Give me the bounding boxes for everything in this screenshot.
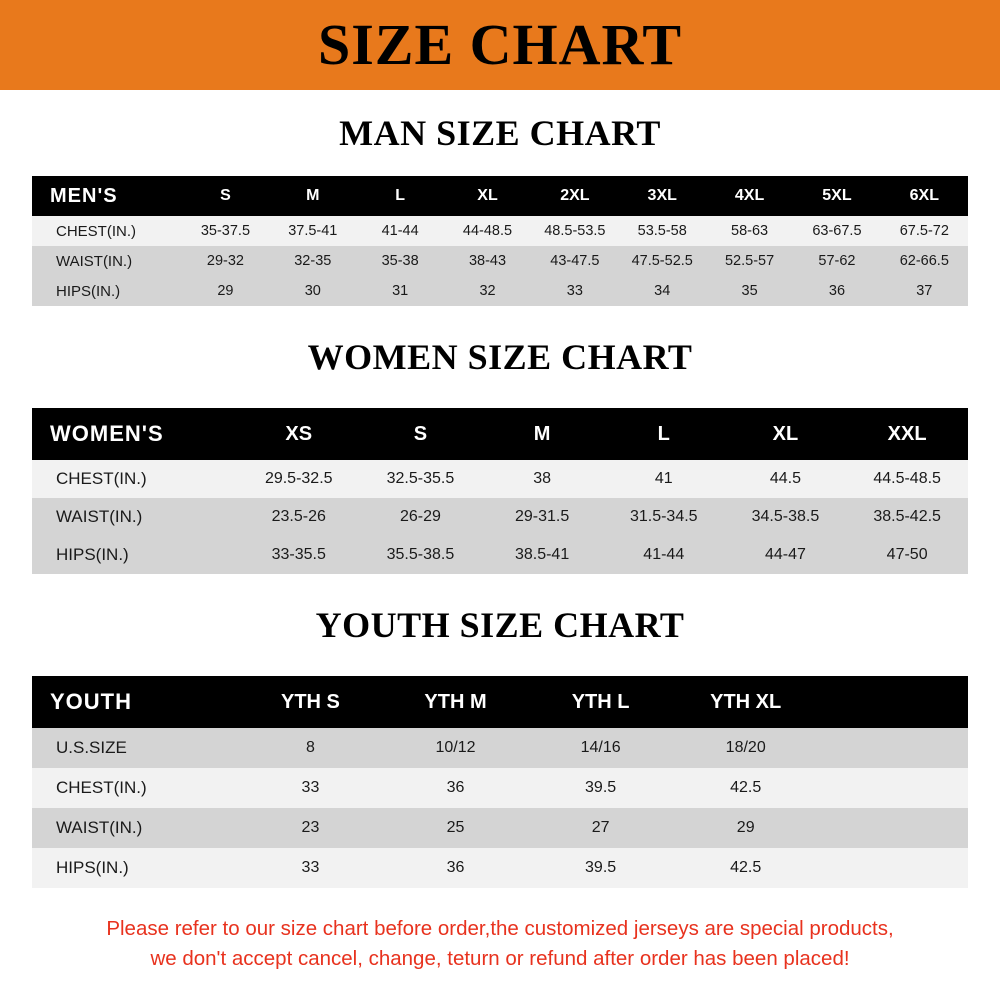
women-cell-2-0: 33-35.5 [271,546,326,563]
men-col-0: S [220,187,231,204]
men-cell-1-7: 57-62 [818,253,856,269]
women-col-2: M [533,422,551,445]
page-banner [0,0,1000,90]
men-col-2: L [395,187,406,204]
table-row [32,498,968,536]
youth-col-filler [818,676,968,728]
youth-row-2-label: WAIST(IN.) [56,818,143,837]
women-cell-2-2: 38.5-41 [514,546,570,563]
men-cell-1-3: 38-43 [468,253,507,269]
men-row-0-label: CHEST(IN.) [56,222,136,240]
men-table-head [32,176,968,216]
women-col-3: L [657,422,670,445]
men-row-1-label: WAIST(IN.) [56,252,133,270]
youth-size-table-wrap [0,676,1000,888]
spacer [0,154,1000,176]
youth-cell-0-3: 18/20 [725,739,766,756]
women-size-table [32,408,968,574]
men-cell-1-5: 47.5-52.5 [631,253,693,269]
men-cell-2-4: 33 [566,283,583,299]
youth-cell-3-0: 33 [301,859,320,876]
youth-cell-0-0: 8 [305,739,315,756]
table-row [32,728,968,768]
women-row-2-label: HIPS(IN.) [56,545,129,564]
men-col-5: 3XL [647,187,677,204]
men-cell-0-2: 41-44 [381,223,419,239]
table-header-row [32,176,968,216]
men-cell-2-5: 34 [654,283,671,299]
youth-cell-2-2: 27 [591,819,610,836]
women-cell-1-2: 29-31.5 [514,508,570,525]
men-cell-2-0: 29 [217,283,234,299]
youth-cell-3-2: 39.5 [585,859,617,876]
return-policy-line-1: Please refer to our size chart before order,the customized jerseys are special products, [106,917,894,940]
men-cell-0-8: 67.5-72 [899,223,949,239]
women-cell-2-3: 41-44 [643,546,685,563]
men-section-title: MAN SIZE CHART [339,113,661,153]
spacer [0,646,1000,676]
men-cell-1-8: 62-66.5 [899,253,949,269]
youth-cell-0-filler [818,728,968,768]
table-header-row [32,676,968,728]
youth-cell-1-0: 33 [301,779,320,796]
men-cell-2-1: 30 [304,283,321,299]
women-cell-0-2: 38 [533,470,551,487]
women-cell-2-1: 35.5-38.5 [386,546,455,563]
women-cell-2-4: 44-47 [764,546,806,563]
youth-cell-2-1: 25 [446,819,465,836]
men-cell-1-4: 43-47.5 [550,253,600,269]
table-row [32,808,968,848]
spacer [0,90,1000,112]
youth-cell-1-2: 39.5 [585,779,617,796]
youth-cell-1-filler [818,768,968,808]
women-row-0-label: CHEST(IN.) [56,469,147,488]
women-cell-0-1: 32.5-35.5 [386,470,455,487]
women-col-5: XXL [887,422,927,445]
table-row [32,246,968,276]
table-row [32,276,968,306]
youth-col-1: YTH M [424,690,487,713]
table-row [32,848,968,888]
table-row [32,536,968,574]
men-col-6: 4XL [734,187,765,204]
men-col-7: 5XL [822,187,852,204]
women-cell-1-0: 23.5-26 [271,508,326,525]
women-cell-1-3: 31.5-34.5 [629,508,698,525]
return-policy-line-2: we don't accept cancel, change, teturn or refund after order has been placed! [150,946,850,970]
men-cell-1-2: 35-38 [381,253,419,269]
women-col-0: XS [285,422,313,445]
women-cell-2-5: 47-50 [886,546,928,563]
women-cell-0-0: 29.5-32.5 [264,470,333,487]
men-table-corner: MEN'S [50,184,118,207]
spacer [0,306,1000,336]
men-cell-1-1: 32-35 [294,253,332,269]
table-row [32,216,968,246]
women-table-head [32,408,968,460]
youth-row-0-label: U.S.SIZE [56,738,127,757]
youth-cell-1-1: 36 [446,779,465,796]
page-title: SIZE CHART [317,12,683,77]
men-cell-2-7: 36 [828,283,846,299]
youth-cell-0-2: 14/16 [580,739,621,756]
men-cell-0-5: 53.5-58 [637,223,687,239]
youth-table-body [32,728,968,888]
women-row-1-label: WAIST(IN.) [56,507,143,526]
women-cell-0-5: 44.5-48.5 [873,470,941,487]
youth-cell-3-3: 42.5 [730,859,762,876]
men-cell-1-0: 29-32 [206,253,244,269]
youth-cell-1-3: 42.5 [730,779,762,796]
youth-cell-2-filler [818,808,968,848]
return-policy-note [0,914,1000,973]
youth-col-3: YTH XL [710,690,782,713]
men-cell-0-4: 48.5-53.5 [544,223,606,239]
table-header-row [32,408,968,460]
men-cell-0-0: 35-37.5 [200,223,251,239]
men-cell-0-3: 44-48.5 [462,223,513,239]
youth-col-0: YTH S [280,690,340,713]
women-table-corner: WOMEN'S [50,421,164,446]
youth-col-2: YTH L [571,690,630,713]
table-row [32,768,968,808]
women-size-table-wrap [0,408,1000,574]
men-table-body [32,216,968,306]
women-col-4: XL [772,422,799,445]
youth-section-title: YOUTH SIZE CHART [315,605,685,645]
women-cell-1-4: 34.5-38.5 [751,508,820,525]
women-col-1: S [413,422,428,445]
men-size-table [32,176,968,306]
women-cell-0-4: 44.5 [769,470,801,487]
youth-table-corner: YOUTH [50,689,132,714]
men-cell-2-6: 35 [741,283,758,299]
men-cell-1-6: 52.5-57 [724,253,775,269]
youth-table-head [32,676,968,728]
men-col-8: 6XL [909,187,939,204]
men-col-4: 2XL [560,187,590,204]
men-cell-2-2: 31 [392,283,409,299]
men-cell-2-8: 37 [916,283,933,299]
women-cell-1-5: 38.5-42.5 [873,508,941,525]
youth-cell-2-0: 23 [301,819,320,836]
youth-cell-2-3: 29 [736,819,755,836]
men-cell-0-7: 63-67.5 [812,223,862,239]
youth-cell-3-1: 36 [446,859,465,876]
women-section-title: WOMEN SIZE CHART [307,337,693,377]
youth-cell-3-filler [818,848,968,888]
men-cell-0-1: 37.5-41 [288,223,338,239]
table-row [32,460,968,498]
men-cell-0-6: 58-63 [731,223,769,239]
men-row-2-label: HIPS(IN.) [56,282,121,300]
women-cell-0-3: 41 [654,470,673,487]
men-col-3: XL [477,187,498,204]
youth-row-1-label: CHEST(IN.) [56,778,147,797]
men-cell-2-3: 32 [479,283,496,299]
men-size-table-wrap [0,176,1000,306]
women-table-body [32,460,968,574]
men-col-1: M [306,187,320,204]
youth-cell-0-1: 10/12 [435,739,476,756]
youth-row-3-label: HIPS(IN.) [56,858,129,877]
spacer [0,378,1000,408]
youth-size-table [32,676,968,888]
spacer [0,574,1000,604]
women-cell-1-1: 26-29 [399,508,441,525]
